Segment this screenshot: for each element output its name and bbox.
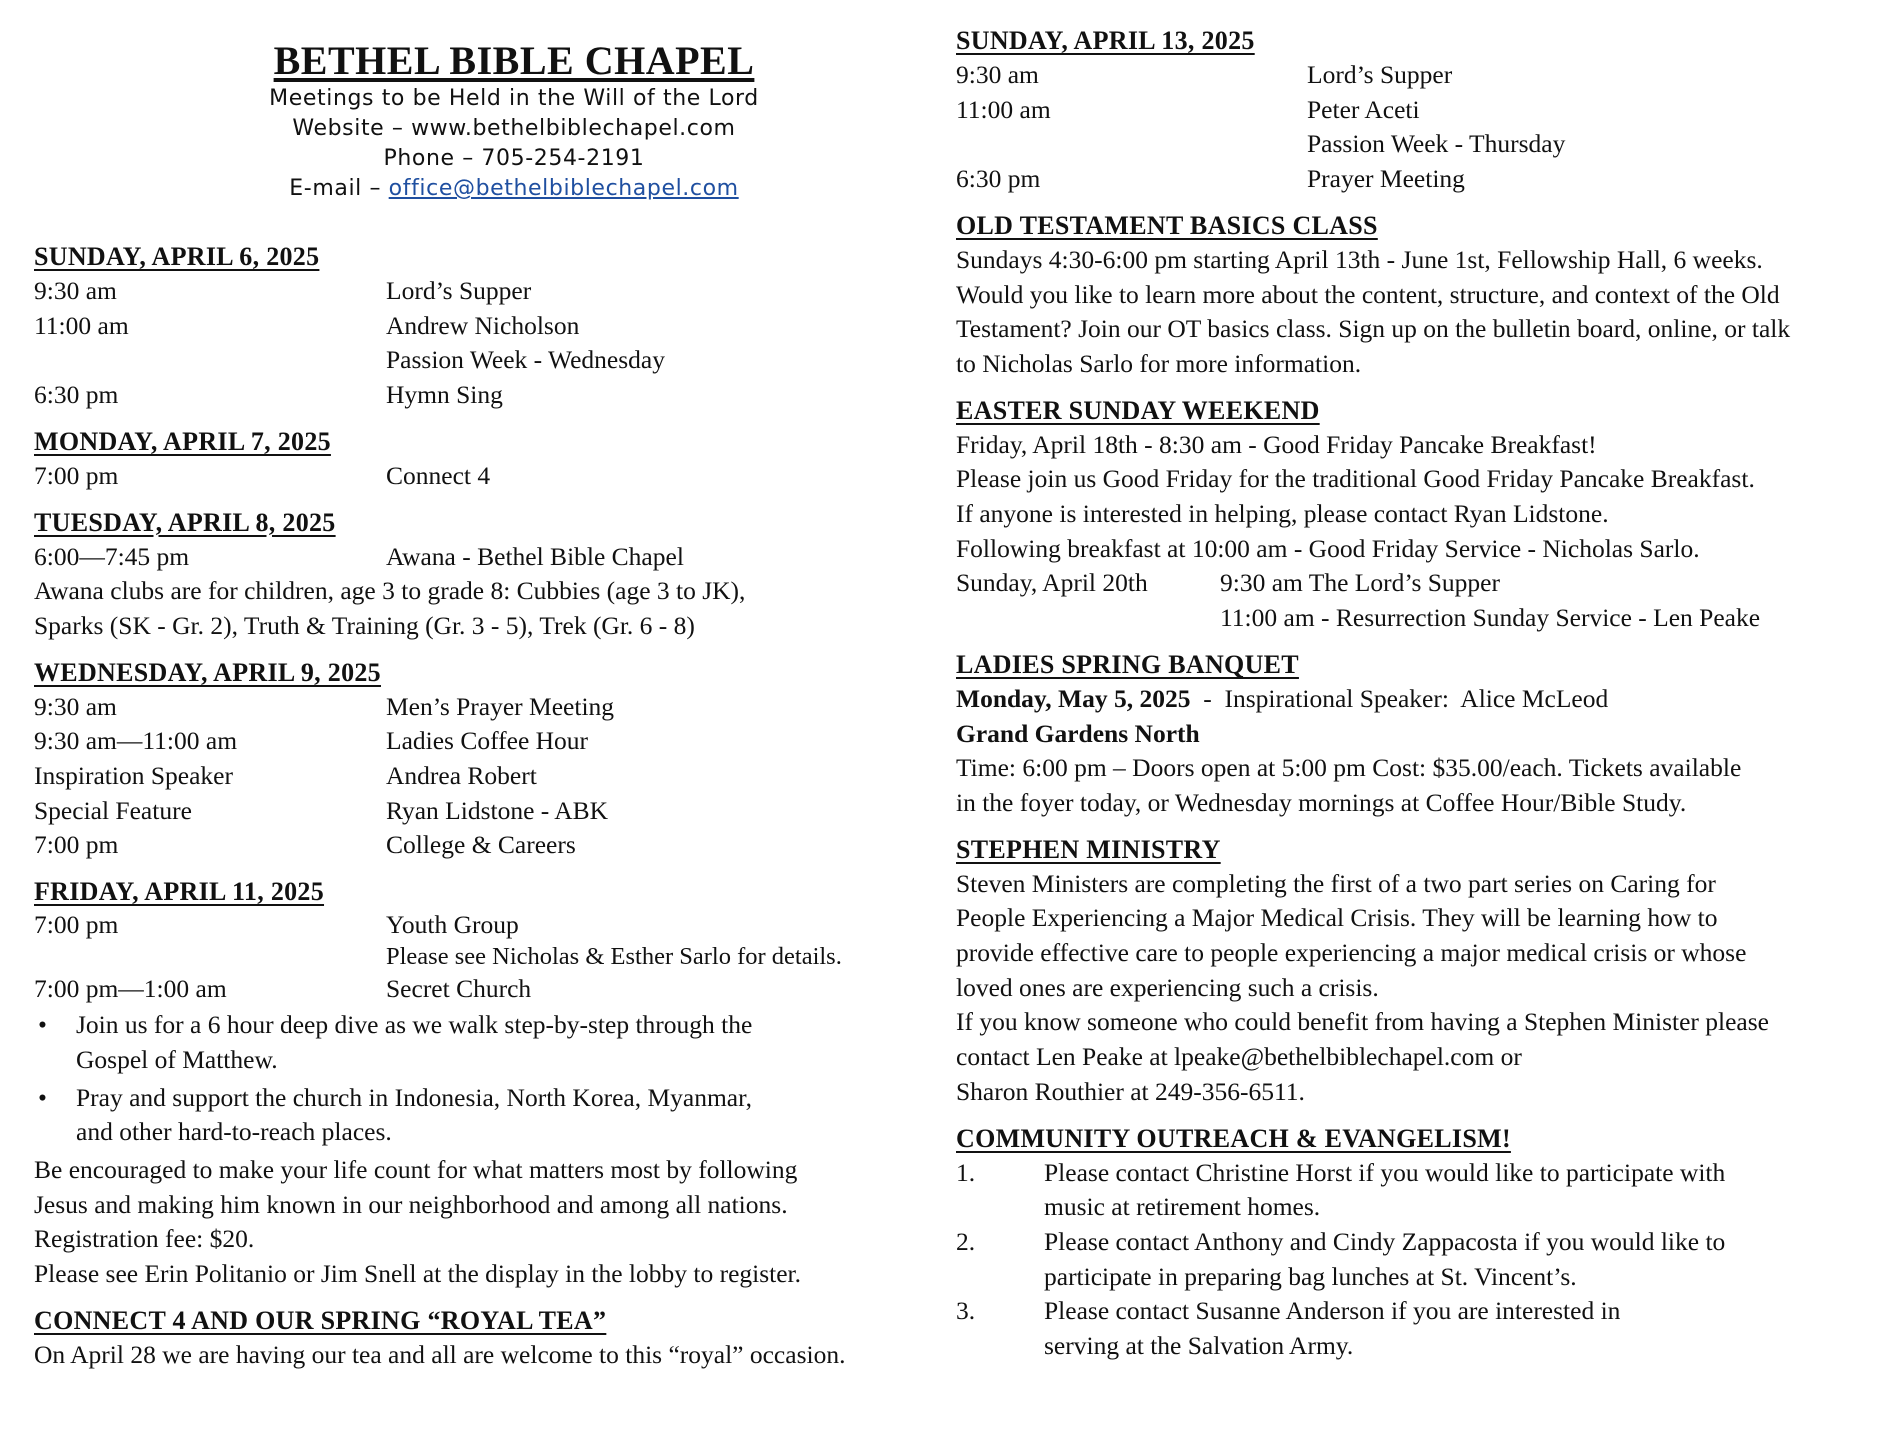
time: 9:30 am [956,60,1039,89]
paragraph-line: Testament? Join our OT basics class. Sign up on the bulletin board, online, or talk [956,314,1791,344]
section-monday-apr7 [34,425,954,494]
time: Inspiration Speaker [34,761,233,791]
paragraph-line: Please see Erin Politanio or Jim Snell at the display in the lobby to register. [34,1259,802,1289]
church-name: BETHEL BIBLE CHAPEL [273,38,755,83]
schedule-row [34,540,954,575]
paragraph-line: Be encouraged to make your life count for what matters most by following [34,1154,798,1184]
time: 11:00 am [956,94,1051,124]
date-label: Sunday, April 20th [956,568,1148,598]
schedule-row [956,58,1886,93]
paragraph-line: If you know someone who could benefit from having a Stephen Minister please [956,1007,1769,1037]
time: 9:30 am [34,691,117,721]
time: Special Feature [34,795,192,825]
event: Lord’s Supper [1307,60,1453,89]
time: 7:00 pm [34,830,119,860]
header-email-line [184,174,844,204]
event: Hymn Sing [386,380,503,410]
schedule-row [956,162,1886,197]
schedule-row [956,127,1886,162]
schedule-row [34,973,954,1005]
banquet-date-line [956,682,1886,717]
event: 11:00 am - Resurrection Sunday Service - Len Peake [1220,603,1761,633]
section-title: EASTER SUNDAY WEEKEND [956,395,1320,425]
section-sunday-apr6 [34,240,954,413]
event: Prayer Meeting [1307,164,1465,194]
numbered-item: 2. Please contact Anthony and Cindy Zappacosta if you would like to participate in preparing bag lunches at St. Vincent’s. [956,1225,1886,1294]
left-column [34,0,954,1372]
event: Passion Week - Wednesday [386,345,665,375]
paragraph-line: People Experiencing a Major Medical Crisis. They will be learning how to [956,903,1718,933]
paragraph-line: in the foyer today, or Wednesday mornings at Coffee Hour/Bible Study. [956,787,1687,817]
paragraph-line: Would you like to learn more about the content, structure, and context of the Old [956,279,1780,309]
banquet-date: Monday, May 5, 2025 [956,683,1191,713]
section-title: CONNECT 4 AND OUR SPRING “ROYAL TEA” [34,1305,607,1335]
time: 9:30 am [34,276,117,305]
section-title: TUESDAY, APRIL 8, 2025 [34,507,336,537]
section-ot-basics [956,209,1886,382]
item-number: 1. [956,1157,976,1187]
right-column [956,0,1886,1364]
event: Connect 4 [386,460,491,490]
time [956,127,1307,162]
section-wednesday-apr9 [34,656,954,864]
time: 7:00 pm—1:00 am [34,974,227,1004]
time: 6:00—7:45 pm [34,541,190,571]
section-sunday-apr13 [956,24,1886,197]
time: 7:00 pm [34,910,119,940]
schedule-row [34,459,954,494]
paragraph-line: Time: 6:00 pm – Doors open at 5:00 pm Cost: $35.00/each. Tickets available [956,753,1742,783]
event: Men’s Prayer Meeting [386,691,615,721]
numbered-item: 1. Please contact Christine Horst if you would like to participate with music at retirement homes. [956,1156,1886,1225]
event: Andrea Robert [386,761,537,791]
schedule-row [34,690,954,725]
paragraph-line: On April 28 we are having our tea and all are welcome to this “royal” occasion. [34,1339,846,1369]
schedule-row [34,724,954,759]
paragraph-line: to Nicholas Sarlo for more information. [956,348,1362,378]
schedule-row [34,309,954,344]
event: Andrew Nicholson [386,310,580,340]
paragraph-line: Sharon Routhier at 249-356-6511. [956,1076,1305,1106]
event: Awana - Bethel Bible Chapel [386,541,684,571]
paragraph-line: Sundays 4:30-6:00 pm starting April 13th - June 1st, Fellowship Hall, 6 weeks. [956,244,1763,274]
banquet-speaker: - Inspirational Speaker: Alice McLeod [1190,683,1609,713]
section-title: WEDNESDAY, APRIL 9, 2025 [34,657,381,687]
header-phone: Phone – 705-254-2191 [383,146,645,171]
bulletin-header [184,0,844,204]
event: College & Careers [386,830,576,860]
section-title: SUNDAY, APRIL 13, 2025 [956,26,1255,55]
item-number: 2. [956,1226,976,1256]
time: 6:30 pm [34,380,119,410]
section-connect4 [34,1304,954,1373]
email-label: E-mail – [289,176,389,201]
schedule-row [34,909,954,941]
event: Ladies Coffee Hour [386,726,589,756]
section-easter [956,394,1886,636]
paragraph-line: Jesus and making him known in our neighborhood and among all nations. [34,1189,788,1219]
section-ladies-banquet [956,648,1886,821]
paragraph-line: Registration fee: $20. [34,1224,255,1254]
event: Secret Church [386,974,532,1004]
schedule-note [34,941,954,973]
event: Lord’s Supper [386,276,532,305]
header-website: Website – www.bethelbiblechapel.com [292,116,736,141]
section-title: LADIES SPRING BANQUET [956,649,1299,679]
section-title: MONDAY, APRIL 7, 2025 [34,426,331,456]
section-friday-apr11 [34,875,954,1292]
item-number: 3. [956,1296,976,1326]
time: 9:30 am—11:00 am [34,726,238,756]
section-title: COMMUNITY OUTREACH & EVANGELISM! [956,1123,1511,1153]
paragraph-line: Steven Ministers are completing the first of a two part series on Caring for [956,868,1716,898]
event-note: Please see Nicholas & Esther Sarlo for details. [386,943,842,971]
time: 7:00 pm [34,460,119,490]
paragraph-line: Sparks (SK - Gr. 2), Truth & Training (Gr. 3 - 5), Trek (Gr. 6 - 8) [34,610,695,640]
section-stephen-ministry [956,833,1886,1110]
event: Ryan Lidstone - ABK [386,795,609,825]
numbered-item: 3. Please contact Susanne Anderson if you are interested in serving at the Salvation Army. [956,1294,1886,1363]
event: Passion Week - Thursday [1307,129,1566,159]
section-title: STEPHEN MINISTRY [956,834,1221,864]
bullet-icon: • [38,1082,47,1112]
section-tuesday-apr8 [34,506,954,644]
email-link[interactable]: office@bethelbiblechapel.com [388,176,739,201]
time [34,343,386,378]
schedule-row [34,343,954,378]
paragraph-line: provide effective care to people experiencing a major medical crisis or whose [956,938,1747,968]
section-title: FRIDAY, APRIL 11, 2025 [34,877,325,907]
paragraph-line: Please join us Good Friday for the traditional Good Friday Pancake Breakfast. [956,464,1755,494]
paragraph-line: loved ones are experiencing such a crisis. [956,972,1379,1002]
event: Peter Aceti [1307,94,1420,124]
section-community-outreach [956,1122,1886,1364]
time: 6:30 pm [956,164,1041,194]
schedule-row [34,378,954,413]
header-subtitle: Meetings to be Held in the Will of the Lord [269,86,759,111]
paragraph-line: If anyone is interested in helping, please contact Ryan Lidstone. [956,499,1609,529]
schedule-row [34,759,954,794]
paragraph-line: Awana clubs are for children, age 3 to grade 8: Cubbies (age 3 to JK), [34,576,746,606]
schedule-row [956,93,1886,128]
banquet-venue: Grand Gardens North [956,718,1200,748]
schedule-row [34,828,954,863]
time: 11:00 am [34,310,129,340]
paragraph-line: Following breakfast at 10:00 am - Good Friday Service - Nicholas Sarlo. [956,533,1700,563]
paragraph-line: contact Len Peake at lpeake@bethelbiblechapel.com or [956,1042,1522,1072]
schedule-row [34,274,954,309]
event: Youth Group [386,910,519,940]
section-title: OLD TESTAMENT BASICS CLASS [956,210,1378,240]
easter-sunday-row [956,566,1886,601]
bullet-item: • Join us for a 6 hour deep dive as we walk step-by-step through the Gospel of Matthew. [34,1008,954,1077]
bullet-icon: • [38,1010,47,1040]
schedule-row [34,794,954,829]
paragraph-line: Friday, April 18th - 8:30 am - Good Friday Pancake Breakfast! [956,429,1597,459]
event: 9:30 am The Lord’s Supper [1220,568,1500,598]
section-title: SUNDAY, APRIL 6, 2025 [34,242,320,271]
bullet-item: • Pray and support the church in Indonesia, North Korea, Myanmar, and other hard-to-reach places. [34,1081,954,1150]
easter-sunday-row [956,601,1886,636]
